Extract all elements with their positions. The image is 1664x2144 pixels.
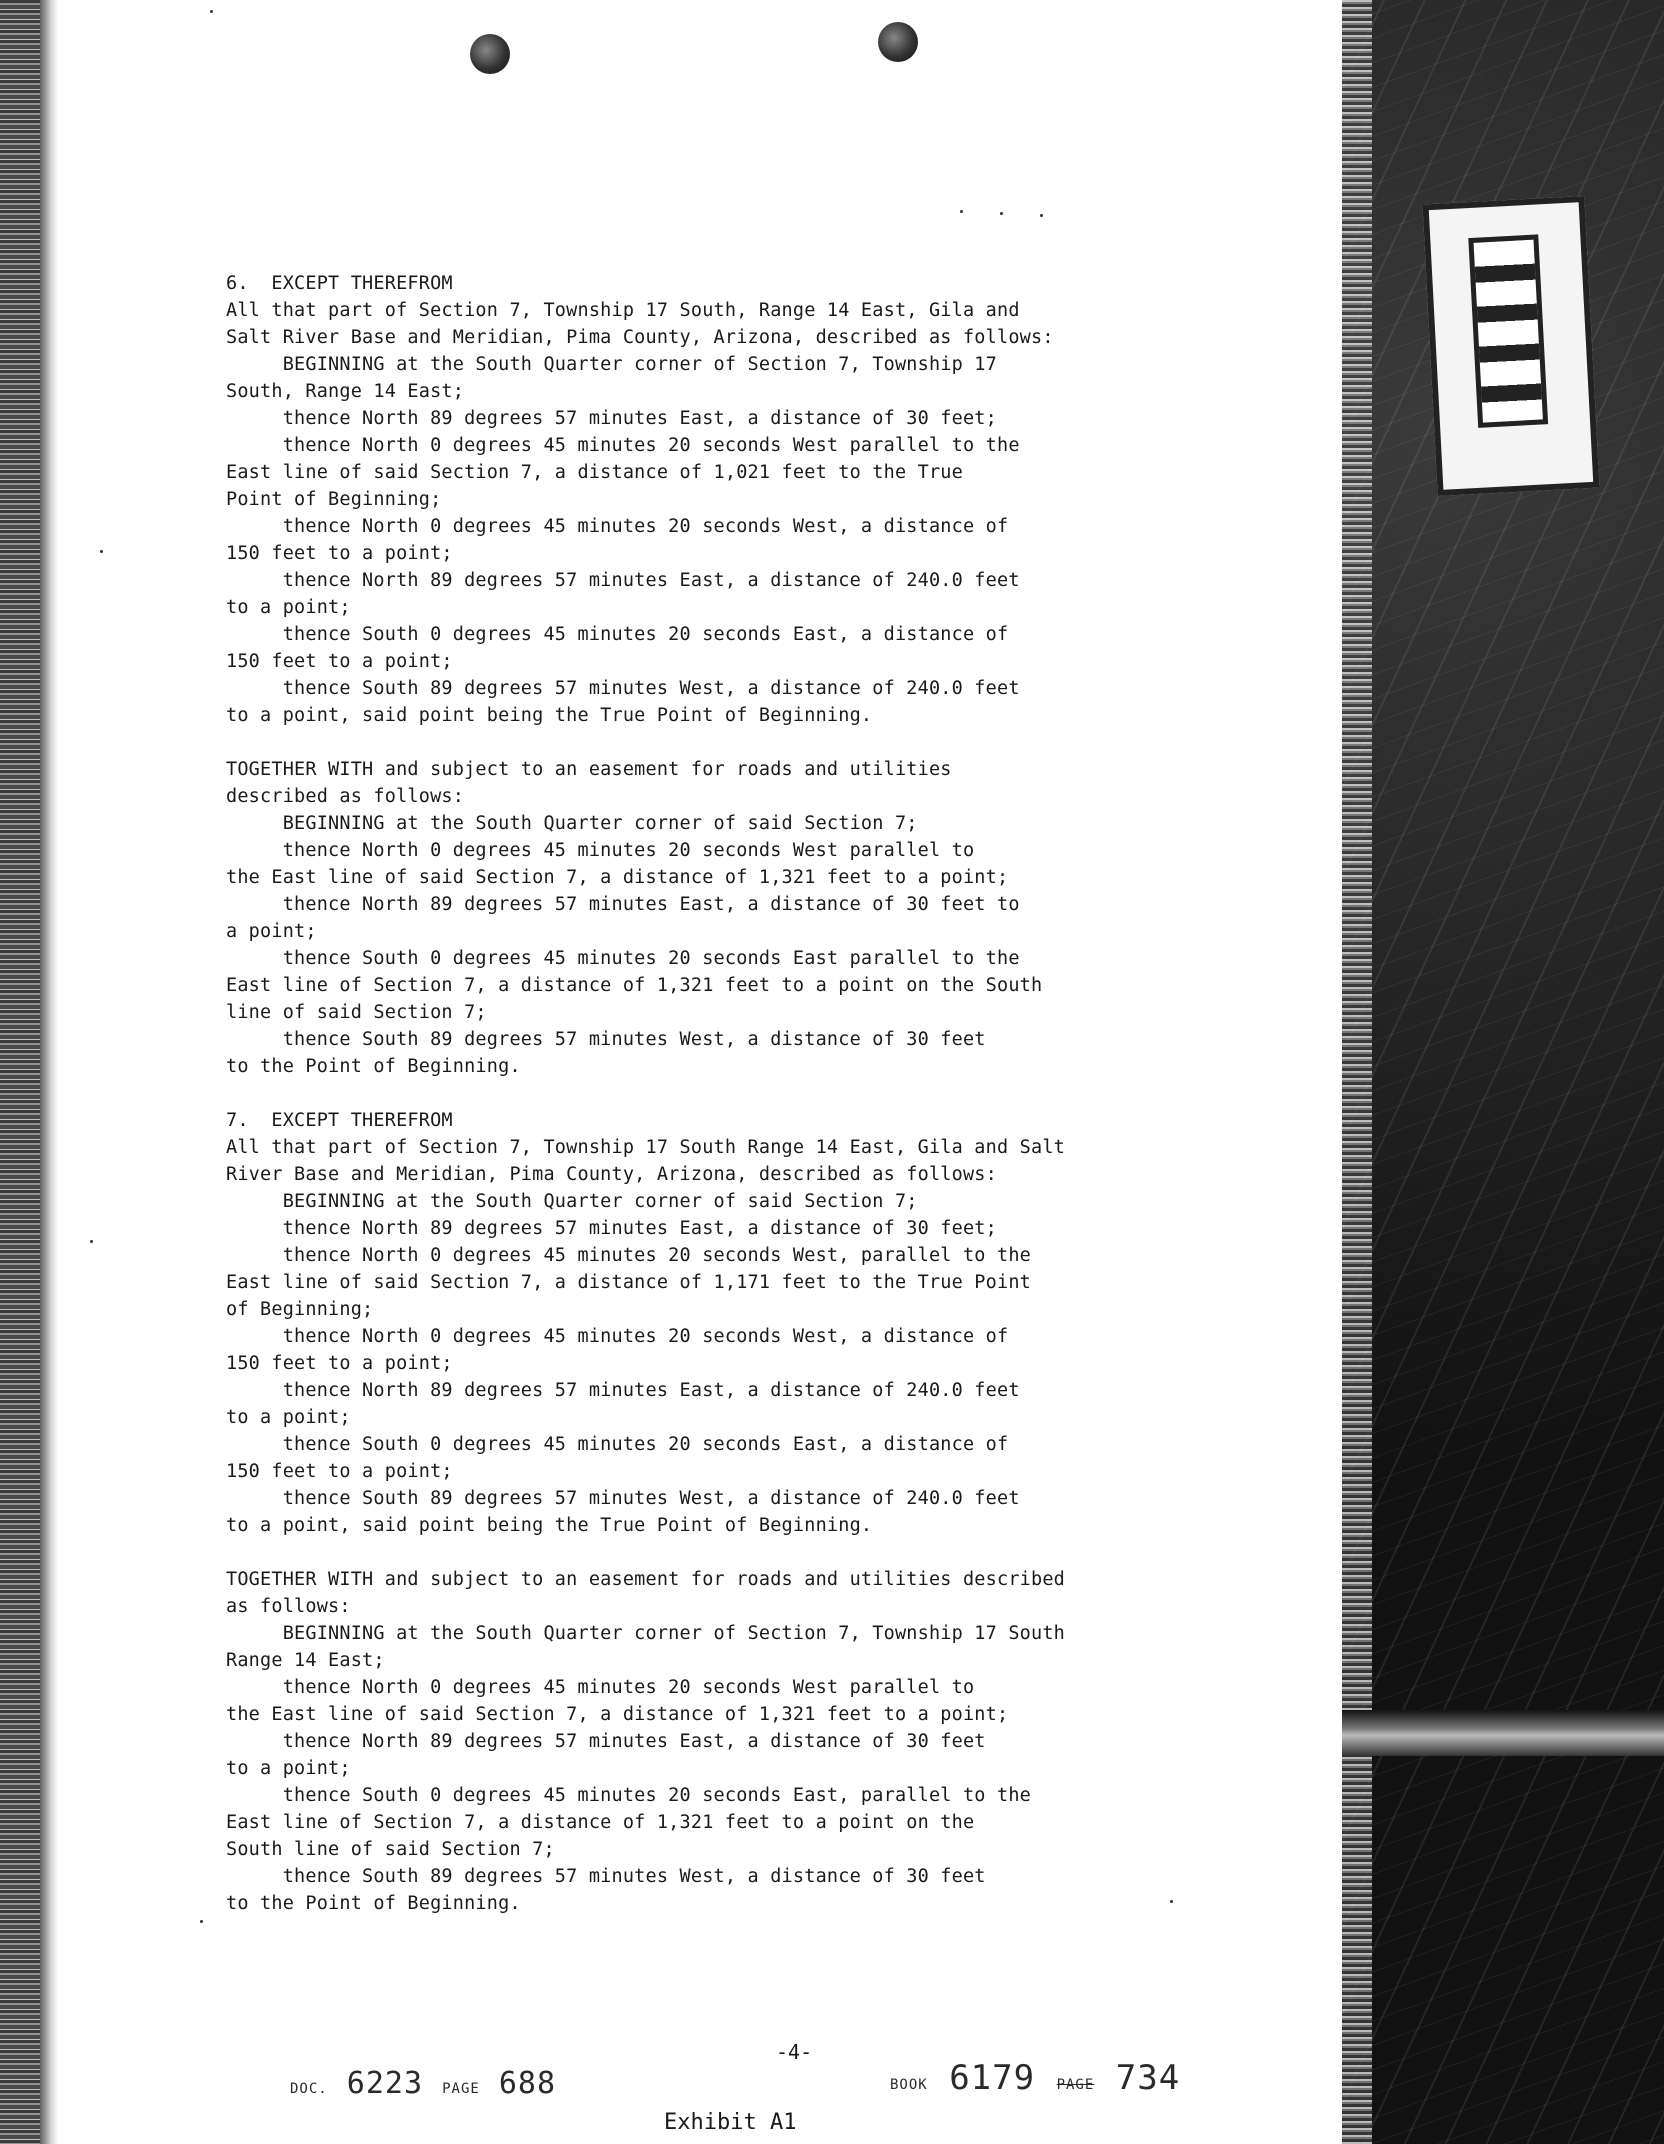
scan-speck [100, 550, 103, 553]
text-line: South, Range 14 East; [226, 381, 465, 402]
scan-speck [1040, 214, 1043, 217]
text-line: described as follows: [226, 786, 465, 807]
text-line: BEGINNING at the South Quarter corner of Section 7, Township 17 [226, 354, 997, 375]
text-line: line of said Section 7; [226, 1002, 487, 1023]
text-line: River Base and Meridian, Pima County, Arizona, described as follows: [226, 1164, 997, 1185]
text-line: thence South 89 degrees 57 minutes West, a distance of 240.0 feet [226, 1488, 1020, 1509]
text-line: to a point; [226, 1758, 351, 1779]
stamp-page-label: PAGE [442, 2081, 480, 2097]
text-line: thence North 0 degrees 45 minutes 20 seconds West parallel to [226, 1677, 975, 1698]
text-line: as follows: [226, 1596, 351, 1617]
text-line: thence South 89 degrees 57 minutes West, a distance of 30 feet [226, 1029, 986, 1050]
right-scan-edge [1342, 0, 1372, 2144]
text-line [226, 1080, 1236, 1107]
text-line: thence South 89 degrees 57 minutes West, a distance of 30 feet [226, 1866, 986, 1887]
text-line: East line of said Section 7, a distance of 1,021 feet to the True [226, 462, 963, 483]
stamp-page-number: 734 [1115, 2058, 1181, 2098]
stamp-book-label: DOC. [290, 2081, 328, 2097]
scan-speck [210, 10, 213, 13]
text-line: Point of Beginning; [226, 489, 442, 510]
punch-hole-right [878, 22, 918, 62]
text-line: thence South 0 degrees 45 minutes 20 seconds East parallel to the [226, 948, 1020, 969]
text-line: BEGINNING at the South Quarter corner of said Section 7; [226, 813, 918, 834]
text-line: thence South 0 degrees 45 minutes 20 seconds East, a distance of [226, 1434, 1009, 1455]
file-tab-sticker [1422, 196, 1599, 496]
text-line: 150 feet to a point; [226, 1461, 453, 1482]
text-line: Range 14 East; [226, 1650, 385, 1671]
left-scan-edge [0, 0, 58, 2144]
text-line: BEGINNING at the South Quarter corner of Section 7, Township 17 South [226, 1623, 1066, 1644]
stamp-page-label: PAGE [1056, 2077, 1095, 2093]
text-line: to a point; [226, 1407, 351, 1428]
text-line: thence North 89 degrees 57 minutes East, a distance of 30 feet; [226, 408, 997, 429]
text-line: to a point; [226, 597, 351, 618]
scan-speck [1000, 212, 1003, 215]
text-line [226, 1539, 1236, 1566]
punch-hole-left [470, 34, 510, 74]
text-line: All that part of Section 7, Township 17 South, Range 14 East, Gila and [226, 300, 1020, 321]
file-tab-inner [1468, 234, 1548, 427]
text-line: thence North 0 degrees 45 minutes 20 seconds West, a distance of [226, 1326, 1009, 1347]
text-line: to the Point of Beginning. [226, 1893, 521, 1914]
text-line: of Beginning; [226, 1299, 374, 1320]
stamp-book-number: 6179 [949, 2058, 1036, 2098]
scan-band [1342, 1710, 1664, 1756]
text-line: thence South 0 degrees 45 minutes 20 seconds East, a distance of [226, 624, 1009, 645]
text-line: to a point, said point being the True Point of Beginning. [226, 1515, 873, 1536]
text-line: BEGINNING at the South Quarter corner of said Section 7; [226, 1191, 918, 1212]
text-line: thence South 89 degrees 57 minutes West, a distance of 240.0 feet [226, 678, 1020, 699]
text-line: thence North 0 degrees 45 minutes 20 seconds West parallel to the [226, 435, 1020, 456]
text-line: East line of Section 7, a distance of 1,321 feet to a point on the South [226, 975, 1043, 996]
text-line: 6. EXCEPT THEREFROM [226, 273, 453, 294]
stamp-book-label: BOOK [890, 2077, 928, 2093]
text-line: the East line of said Section 7, a distance of 1,321 feet to a point; [226, 1704, 1009, 1725]
text-line: South line of said Section 7; [226, 1839, 555, 1860]
text-line: to a point, said point being the True Point of Beginning. [226, 705, 873, 726]
text-line: Salt River Base and Meridian, Pima County, Arizona, described as follows: [226, 327, 1054, 348]
text-line: thence North 89 degrees 57 minutes East, a distance of 30 feet to [226, 894, 1020, 915]
text-line: the East line of said Section 7, a distance of 1,321 feet to a point; [226, 867, 1009, 888]
text-line: a point; [226, 921, 317, 942]
text-line: thence North 0 degrees 45 minutes 20 seconds West, a distance of [226, 516, 1009, 537]
text-line: TOGETHER WITH and subject to an easement for roads and utilities [226, 759, 952, 780]
text-line: thence North 89 degrees 57 minutes East, a distance of 240.0 feet [226, 1380, 1020, 1401]
text-line: thence North 89 degrees 57 minutes East, a distance of 240.0 feet [226, 570, 1020, 591]
text-line: 150 feet to a point; [226, 543, 453, 564]
text-line: East line of said Section 7, a distance of 1,171 feet to the True Point [226, 1272, 1031, 1293]
text-line: 150 feet to a point; [226, 651, 453, 672]
stamp-page-number: 688 [498, 2066, 557, 2101]
scan-speck [960, 210, 963, 213]
page-number: -4- [776, 2040, 813, 2064]
text-line: thence North 89 degrees 57 minutes East, a distance of 30 feet [226, 1731, 986, 1752]
text-line: thence South 0 degrees 45 minutes 20 seconds East, parallel to the [226, 1785, 1031, 1806]
text-line: thence North 89 degrees 57 minutes East, a distance of 30 feet; [226, 1218, 997, 1239]
text-line: 7. EXCEPT THEREFROM [226, 1110, 453, 1131]
recording-stamp-right [890, 2058, 1180, 2098]
scan-speck [90, 1240, 93, 1243]
text-line: to the Point of Beginning. [226, 1056, 521, 1077]
legal-description-text [226, 270, 1236, 1917]
recording-stamp-left [290, 2066, 556, 2101]
right-scan-margin [1342, 0, 1664, 2144]
text-line: thence North 0 degrees 45 minutes 20 seconds West parallel to [226, 840, 975, 861]
text-line [226, 729, 1236, 756]
stamp-book-number: 6223 [346, 2066, 424, 2101]
text-line: All that part of Section 7, Township 17 South Range 14 East, Gila and Salt [226, 1137, 1066, 1158]
text-line: East line of Section 7, a distance of 1,321 feet to a point on the [226, 1812, 975, 1833]
text-line: TOGETHER WITH and subject to an easement for roads and utilities described [226, 1569, 1066, 1590]
exhibit-label: Exhibit A1 [664, 2110, 797, 2135]
scan-speck [200, 1920, 203, 1923]
text-line: thence North 0 degrees 45 minutes 20 seconds West, parallel to the [226, 1245, 1031, 1266]
text-line: 150 feet to a point; [226, 1353, 453, 1374]
